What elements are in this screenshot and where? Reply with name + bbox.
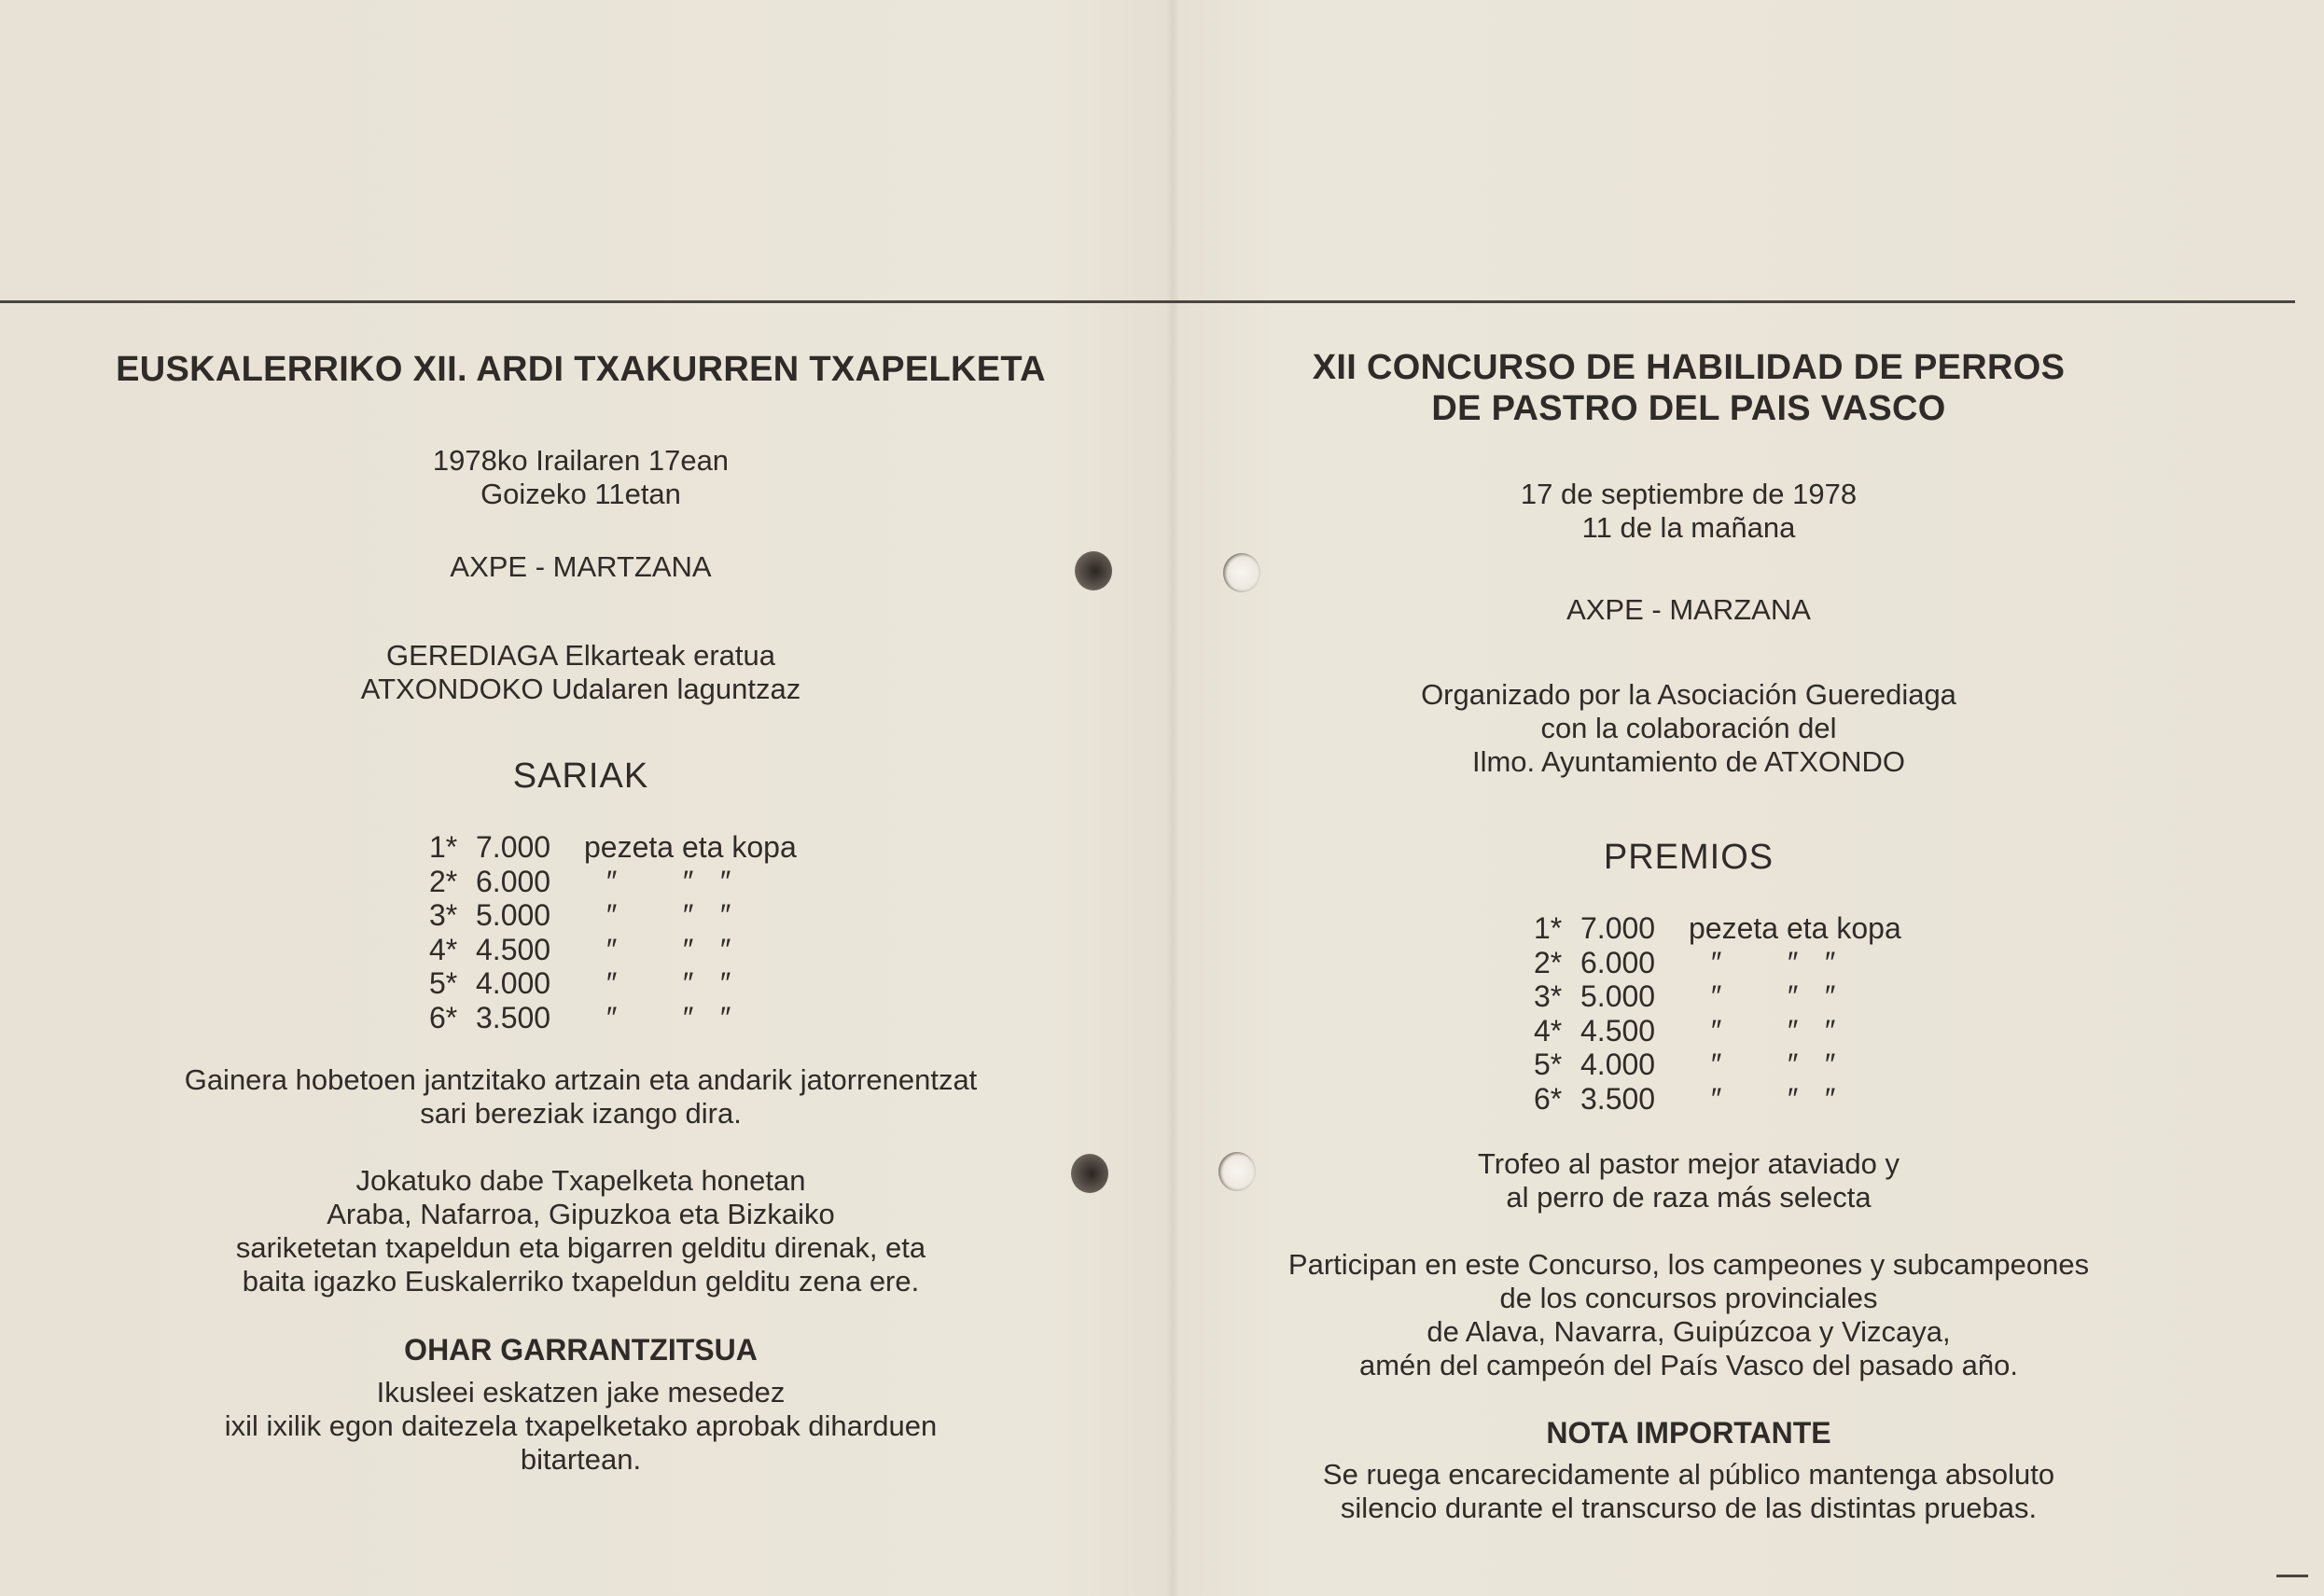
ditto-mark: ″ — [606, 1000, 618, 1034]
prize-row — [429, 1001, 784, 1035]
prize-amount: 4.000 — [1580, 1048, 1656, 1081]
text-line: de los concursos provinciales — [1499, 1282, 1878, 1314]
text-line: amén del campeón del País Vasco del pasado año. — [1358, 1349, 2018, 1381]
organizer-line: Ilmo. Ayuntamiento de ATXONDO — [1471, 745, 1906, 778]
prize-rank: 4* — [1534, 1013, 1563, 1048]
prize-row — [1534, 979, 1888, 1014]
prize-rank: 3* — [1534, 979, 1563, 1013]
prize-amount: 3.500 — [1580, 1081, 1656, 1116]
prize-rank: 1* — [429, 830, 458, 864]
text-line: baita igazko Euskalerriko txapeldun gelditu zena ere. — [242, 1265, 920, 1298]
time-line: 11 de la mañana — [1581, 511, 1796, 544]
basque-notice-heading: OHAR GARRANTZITSUA — [404, 1333, 758, 1367]
ditto-mark: ″ — [1788, 1081, 1799, 1116]
prize-row — [1534, 1014, 1888, 1048]
prize-amount: 4.500 — [1580, 1013, 1656, 1048]
ditto-mark: ″ — [606, 864, 618, 898]
text-line: ixil ixilik egon daitezela txapelketako aprobak diharduen — [224, 1409, 938, 1442]
ditto-mark: ″ — [720, 898, 731, 932]
ditto-mark: ″ — [720, 966, 731, 1000]
ditto-mark: ″ — [1825, 1013, 1836, 1048]
ditto-mark: ″ — [1711, 979, 1722, 1013]
prize-rank: 3* — [429, 898, 458, 932]
spanish-place: AXPE - MARZANA — [1566, 593, 1811, 626]
prize-description: pezeta eta kopa — [1689, 911, 1901, 945]
text-line: bitartean. — [520, 1443, 642, 1476]
prize-description: pezeta eta kopa — [584, 830, 797, 864]
text-line: Se ruega encarecidamente al público mantenga absoluto — [1322, 1458, 2055, 1491]
prize-row — [429, 898, 784, 933]
spanish-title — [1194, 347, 2183, 429]
prize-rank: 6* — [429, 1000, 458, 1034]
prize-amount: 6.000 — [476, 864, 551, 898]
prize-rank: 2* — [1534, 945, 1563, 979]
ditto-mark: ″ — [1711, 1013, 1722, 1048]
text-line: Gainera hobetoen jantzitako artzain eta andarik jatorrenentzat — [184, 1063, 978, 1096]
prize-amount: 7.000 — [1580, 911, 1656, 945]
ditto-mark: ″ — [720, 932, 731, 966]
spanish-date — [1194, 478, 2183, 545]
basque-prize-list — [429, 830, 797, 1034]
basque-place: AXPE - MARTZANA — [450, 550, 712, 583]
ditto-mark: ″ — [683, 898, 694, 932]
text-line: sari bereziak izango dira. — [420, 1097, 742, 1130]
date-line: 17 de septiembre de 1978 — [1520, 478, 1858, 510]
basque-prizes-heading: SARIAK — [512, 756, 649, 796]
prize-row — [1534, 1048, 1888, 1082]
organizer-line: con la colaboración del — [1540, 712, 1837, 744]
basque-title: EUSKALERRIKO XII. ARDI TXAKURREN TXAPELKETA — [116, 350, 1046, 389]
ditto-mark: ″ — [683, 966, 694, 1000]
text-line: Jokatuko dabe Txapelketa honetan — [355, 1164, 806, 1197]
ditto-mark: ″ — [1711, 1048, 1722, 1081]
ditto-mark: ″ — [606, 898, 618, 932]
punch-hole — [1223, 553, 1260, 592]
basque-date — [75, 444, 1087, 511]
prize-amount: 5.000 — [476, 898, 551, 932]
ditto-mark: ″ — [683, 1000, 694, 1034]
prize-rank: 4* — [429, 932, 458, 966]
ditto-mark: ″ — [1825, 945, 1836, 979]
basque-organizer — [75, 639, 1087, 706]
center-fold — [1166, 0, 1179, 1596]
text-line: Trofeo al pastor mejor ataviado y — [1477, 1147, 1900, 1180]
spanish-notice — [1194, 1458, 2183, 1525]
title-line: XII CONCURSO DE HABILIDAD DE PERROS — [1312, 348, 2066, 387]
ditto-mark: ″ — [1788, 1013, 1799, 1048]
text-line: Ikusleei eskatzen jake mesedez — [376, 1376, 786, 1409]
spanish-organizer — [1194, 678, 2183, 779]
ditto-mark: ″ — [1825, 1081, 1836, 1116]
prize-amount: 7.000 — [476, 830, 551, 864]
organizer-line: ATXONDOKO Udalaren laguntzaz — [360, 673, 801, 705]
prize-rank: 2* — [429, 864, 458, 898]
text-line: sariketetan txapeldun eta bigarren gelditu direnak, eta — [235, 1231, 926, 1264]
prize-row — [1534, 1082, 1888, 1117]
spanish-trophy — [1194, 1147, 2183, 1214]
ditto-mark: ″ — [1825, 1048, 1836, 1081]
prize-row — [1534, 946, 1888, 980]
prize-rank: 6* — [1534, 1081, 1563, 1116]
spanish-prizes-heading: PREMIOS — [1603, 838, 1774, 877]
ditto-mark: ″ — [1711, 945, 1722, 979]
spanish-prize-list — [1534, 911, 1901, 1116]
prize-rank: 5* — [1534, 1048, 1563, 1081]
prize-rank: 5* — [429, 966, 458, 1000]
organizer-line: Organizado por la Asociación Guerediaga — [1421, 678, 1956, 711]
prize-rank: 1* — [1534, 911, 1563, 945]
ditto-mark: ″ — [1788, 945, 1799, 979]
prize-row — [429, 830, 797, 865]
text-line: Araba, Nafarroa, Gipuzkoa eta Bizkaiko — [327, 1198, 835, 1230]
date-line: 1978ko Irailaren 17ean — [432, 444, 730, 477]
time-line: Goizeko 11etan — [480, 478, 681, 510]
ditto-mark: ″ — [1788, 1048, 1799, 1081]
prize-amount: 4.000 — [476, 966, 551, 1000]
basque-participants — [75, 1164, 1087, 1298]
prize-row — [1534, 911, 1901, 946]
title-line: DE PASTRO DEL PAIS VASCO — [1431, 389, 1946, 428]
ditto-mark: ″ — [1825, 979, 1836, 1013]
basque-special-prizes — [75, 1063, 1087, 1131]
ditto-mark: ″ — [720, 864, 731, 898]
ditto-mark: ″ — [683, 932, 694, 966]
prize-row — [429, 865, 784, 899]
ditto-mark: ″ — [606, 932, 618, 966]
prize-amount: 3.500 — [476, 1000, 551, 1034]
ditto-mark: ″ — [683, 864, 694, 898]
prize-amount: 4.500 — [476, 932, 551, 966]
ditto-mark: ″ — [720, 1000, 731, 1034]
edge-rule-mark — [2276, 1575, 2308, 1577]
text-line: silencio durante el transcurso de las distintas pruebas. — [1340, 1492, 2038, 1524]
prize-row — [429, 933, 784, 967]
ditto-mark: ″ — [1711, 1081, 1722, 1116]
prize-amount: 5.000 — [1580, 979, 1656, 1013]
text-line: Participan en este Concurso, los campeones y subcampeones — [1287, 1248, 2090, 1281]
basque-notice — [75, 1376, 1087, 1477]
ditto-mark: ″ — [1788, 979, 1799, 1013]
prize-amount: 6.000 — [1580, 945, 1656, 979]
ditto-mark: ″ — [606, 966, 618, 1000]
text-line: al perro de raza más selecta — [1506, 1181, 1872, 1214]
text-line: de Alava, Navarra, Guipúzcoa y Vizcaya, — [1426, 1315, 1951, 1348]
organizer-line: GEREDIAGA Elkarteak eratua — [386, 639, 775, 672]
prize-row — [429, 966, 784, 1001]
spanish-notice-heading: NOTA IMPORTANTE — [1546, 1416, 1831, 1450]
spanish-participants — [1194, 1248, 2183, 1382]
top-fold-rule — [0, 300, 2295, 303]
